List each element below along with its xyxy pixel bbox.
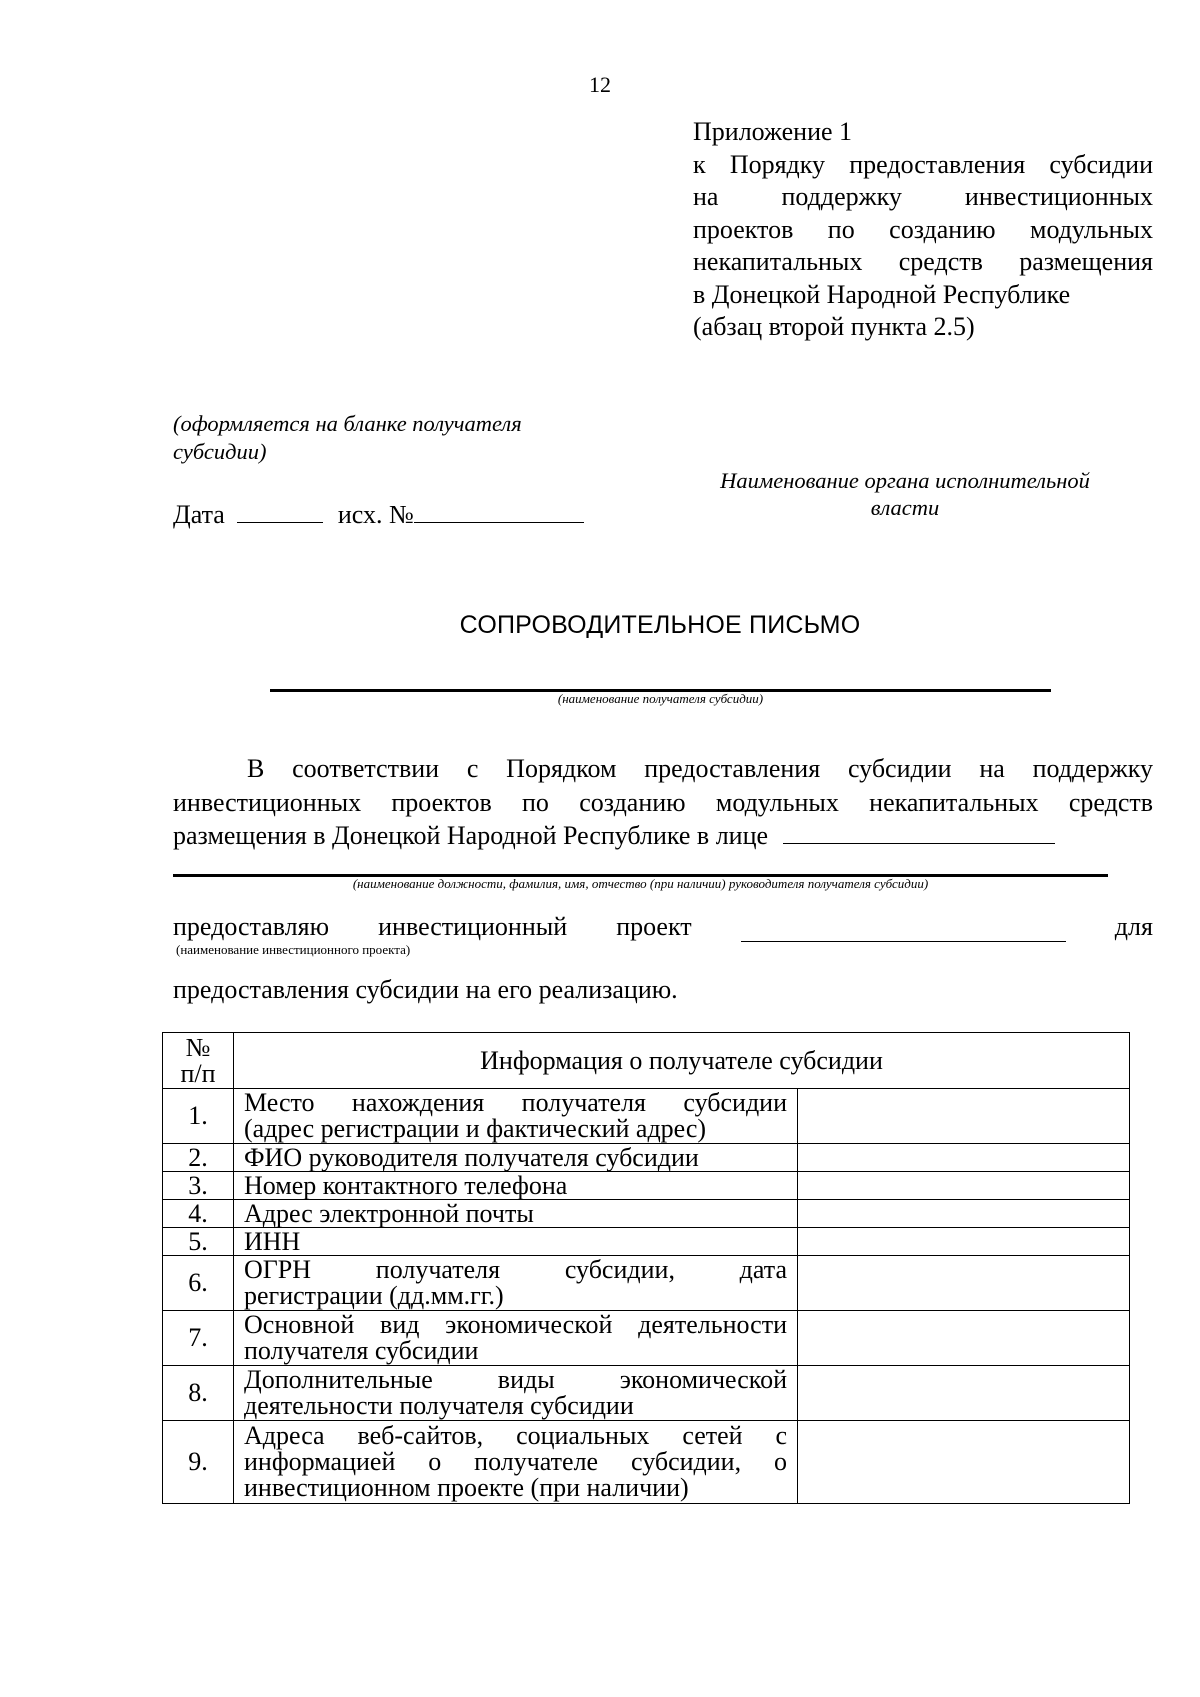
appendix-line: некапитальных средств размещения bbox=[693, 247, 1153, 276]
row-description bbox=[234, 1089, 798, 1144]
table-row bbox=[163, 1421, 1130, 1504]
table-row bbox=[163, 1172, 1130, 1200]
row-number: 6. bbox=[163, 1256, 234, 1311]
authority-name-line: Наименование органа исполнительной bbox=[720, 468, 1090, 493]
row-value-cell[interactable] bbox=[798, 1089, 1130, 1144]
head-caption: (наименование должности, фамилия, имя, отчество (при наличии) руководителя получателя субсидии) bbox=[352, 876, 929, 891]
date-number-line bbox=[173, 500, 584, 530]
paragraph-line-with-blank bbox=[173, 819, 1153, 853]
row-description-line: Место нахождения получателя субсидии bbox=[244, 1088, 787, 1117]
num-header-abbr: п/п bbox=[180, 1058, 216, 1088]
row-value-cell[interactable] bbox=[798, 1144, 1130, 1172]
row-number: 7. bbox=[163, 1311, 234, 1366]
row-description-line: Дополнительные виды экономической bbox=[244, 1365, 787, 1394]
row-description: Адрес электронной почты bbox=[234, 1200, 798, 1228]
appendix-title: Приложение 1 bbox=[693, 117, 853, 146]
row-number: 8. bbox=[163, 1366, 234, 1421]
row-description: Номер контактного телефона bbox=[234, 1172, 798, 1200]
provide-line bbox=[173, 912, 1153, 942]
provide-word: для bbox=[1114, 912, 1153, 941]
row-value-cell[interactable] bbox=[798, 1311, 1130, 1366]
letterhead-note-line: (оформляется на бланке получателя bbox=[173, 411, 522, 436]
row-value-cell[interactable] bbox=[798, 1421, 1130, 1504]
row-value-cell[interactable] bbox=[798, 1172, 1130, 1200]
table-row bbox=[163, 1366, 1130, 1421]
row-description: ИНН bbox=[234, 1228, 798, 1256]
row-number: 5. bbox=[163, 1228, 234, 1256]
representative-blank[interactable] bbox=[783, 821, 1055, 844]
table-header-row bbox=[163, 1033, 1130, 1089]
row-description-line: (адрес регистрации и фактический адрес) bbox=[244, 1114, 707, 1143]
appendix-reference: (абзац второй пункта 2.5) bbox=[693, 312, 975, 341]
row-value-cell[interactable] bbox=[798, 1256, 1130, 1311]
row-number: 9. bbox=[163, 1421, 234, 1504]
info-header: Информация о получателе субсидии bbox=[234, 1033, 1130, 1089]
table-row bbox=[163, 1311, 1130, 1366]
paragraph-line: В соответствии с Порядком предоставления субсидии на поддержку bbox=[247, 754, 1153, 783]
row-description bbox=[234, 1311, 798, 1366]
paragraph-line: инвестиционных проектов по созданию модульных некапитальных средств bbox=[173, 787, 1153, 817]
provide-word: предоставляю bbox=[173, 912, 330, 941]
date-blank[interactable] bbox=[237, 500, 323, 523]
row-description-line: получателя субсидии bbox=[244, 1336, 479, 1365]
row-value-cell[interactable] bbox=[798, 1228, 1130, 1256]
table-row bbox=[163, 1089, 1130, 1144]
row-description-line: инвестиционном проекте (при наличии) bbox=[244, 1473, 689, 1502]
row-number: 1. bbox=[163, 1089, 234, 1144]
row-number: 2. bbox=[163, 1144, 234, 1172]
row-description bbox=[234, 1256, 798, 1311]
appendix-line: на поддержку инвестиционных bbox=[693, 182, 1153, 211]
row-description bbox=[234, 1366, 798, 1421]
row-description-line: Адреса веб-сайтов, социальных сетей с bbox=[244, 1421, 787, 1450]
provide-end-line: предоставления субсидии на его реализацию. bbox=[173, 975, 678, 1004]
row-description-line: деятельности получателя субсидии bbox=[244, 1391, 634, 1420]
intro-paragraph bbox=[173, 752, 1153, 853]
appendix-line: проектов по созданию модульных bbox=[693, 214, 1153, 244]
date-label: Дата bbox=[173, 500, 225, 529]
num-header bbox=[163, 1033, 234, 1089]
table-row bbox=[163, 1144, 1130, 1172]
recipient-info-table bbox=[162, 1032, 1130, 1504]
row-description-line: регистрации (дд.мм.гг.) bbox=[244, 1281, 504, 1310]
num-header-symbol: № bbox=[185, 1032, 211, 1062]
row-value-cell[interactable] bbox=[798, 1200, 1130, 1228]
row-description-line: информацией о получателе субсидии, о bbox=[244, 1447, 787, 1476]
appendix-block bbox=[693, 116, 1153, 344]
letterhead-note bbox=[173, 410, 593, 466]
letterhead-note-line: субсидии) bbox=[173, 439, 267, 464]
row-description: ФИО руководителя получателя субсидии bbox=[234, 1144, 798, 1172]
project-name-blank[interactable] bbox=[741, 917, 1066, 942]
row-description-line: ОГРН получателя субсидии, дата bbox=[244, 1255, 787, 1284]
authority-name bbox=[685, 467, 1125, 521]
row-number: 4. bbox=[163, 1200, 234, 1228]
page-number: 12 bbox=[589, 72, 611, 97]
table-row bbox=[163, 1200, 1130, 1228]
row-value-cell[interactable] bbox=[798, 1366, 1130, 1421]
row-description-line: Основной вид экономической деятельности bbox=[244, 1310, 787, 1339]
table-row bbox=[163, 1228, 1130, 1256]
paragraph-line: размещения в Донецкой Народной Республике в лице bbox=[173, 821, 769, 850]
table-row bbox=[163, 1256, 1130, 1311]
appendix-line: к Порядку предоставления субсидии bbox=[693, 149, 1153, 179]
provide-word: проект bbox=[616, 912, 692, 941]
recipient-caption: (наименование получателя субсидии) bbox=[557, 691, 764, 706]
appendix-line: в Донецкой Народной Республике bbox=[693, 279, 1071, 309]
row-number: 3. bbox=[163, 1172, 234, 1200]
letter-title: СОПРОВОДИТЕЛЬНОЕ ПИСЬМО bbox=[459, 611, 861, 639]
project-name-caption: (наименование инвестиционного проекта) bbox=[176, 942, 411, 957]
row-description bbox=[234, 1421, 798, 1504]
outgoing-number-label: исх. № bbox=[337, 500, 414, 529]
authority-name-line: власти bbox=[870, 495, 940, 520]
provide-word: инвестиционный bbox=[378, 912, 568, 941]
outgoing-number-blank[interactable] bbox=[414, 500, 584, 523]
